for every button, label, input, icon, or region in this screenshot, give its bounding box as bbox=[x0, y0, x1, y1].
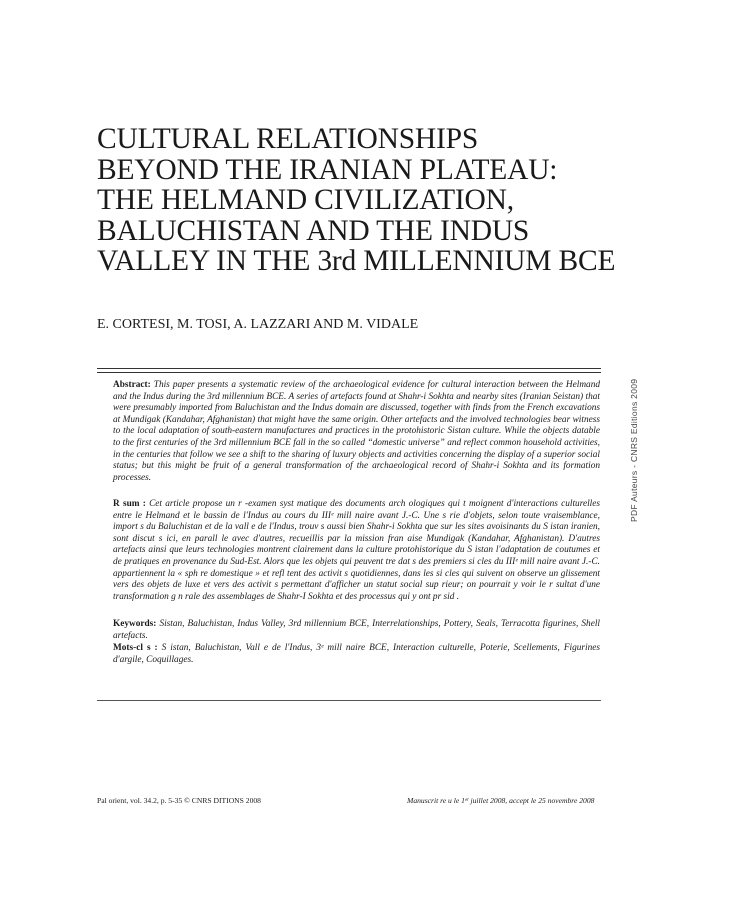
keywords-label: Keywords: bbox=[113, 619, 157, 629]
abstract-english bbox=[113, 380, 600, 484]
mots-cles-label: Mots-cl s : bbox=[113, 643, 158, 653]
article-title bbox=[97, 124, 657, 277]
manuscript-dates: Manuscrit re u le 1ᵉʳ juillet 2008, accept le 25 novembre 2008 bbox=[407, 796, 595, 805]
author-list: E. CORTESI, M. TOSI, A. LAZZARI AND M. VIDALE bbox=[97, 317, 419, 332]
bottom-divider bbox=[97, 700, 601, 701]
keywords-text: Sistan, Baluchistan, Indus Valley, 3rd millennium BCE, Interrelationships, Pottery, Seals, Terracotta figurines, Shell artefacts. bbox=[113, 619, 600, 641]
top-divider bbox=[97, 368, 601, 369]
title-line: VALLEY IN THE 3rd MILLENNIUM BCE bbox=[97, 245, 616, 277]
title-line: BALUCHISTAN AND THE INDUS bbox=[97, 214, 530, 247]
resume-label: R sum : bbox=[113, 499, 146, 509]
title-line: CULTURAL RELATIONSHIPS bbox=[97, 123, 479, 155]
abstract-french bbox=[113, 499, 600, 603]
title-line: THE HELMAND CIVILIZATION, bbox=[97, 184, 514, 216]
abstract-text: This paper presents a systematic review of the archaeological evidence for cultural interaction between the Helmand and the Indus during the 3rd millennium BCE. A series of artefacts found at Shahr-i Sokhta and nearby sites (Iranian Seistan) that were presumably imported from Baluchistan and the Indus domain are discussed, together with finds from the French excavations at Mundigak (Kandahar, Afghanistan) that might have the same origin. Other artefacts and the involved technologies bear witness to the local adaptation of south-eastern manufactures and practices in the protohistoric Sistan culture. While the objects datable to the first centuries of the 3rd millennium BCE fall in the so called “domestic universe” and reflect common household activities, in the centuries that follow we see a shift to the sharing of luxury objects and activities concerning the display of a superior social status; but this might be fruit of a general transformation of the archaeological record of Shahr-i Sokhta and its formation processes. bbox=[113, 380, 600, 483]
side-watermark: PDF Auteurs - CNRS Editions 2009 bbox=[629, 378, 639, 522]
top-divider bbox=[97, 372, 601, 373]
keywords bbox=[113, 619, 600, 642]
journal-citation: Pal orient, vol. 34.2, p. 5-35 © CNRS DITIONS 2008 bbox=[97, 796, 261, 805]
resume-text: Cet article propose un r -examen syst matique des documents arch ologiques qui t moignent d'interactions culturelles entre le Helmand et le bassin de l'Indus au cours du IIIᵉ mill naire avant J.-C. Une s rie d'objets, selon toute vraisemblance, import s du Baluchistan et de la vall e de l'Indus, trouv s aussi bien Shahr-i Sokhta que sur les sites avoisinants du S istan iranien, sont discut s ici, en parall le avec d'autres, recueillis par la mission fran aise Mundigak (Kandahar, Afghanistan). D'autres artefacts ainsi que leurs technologies montrent clairement dans la culture protohistorique du S istan l'adaptation de coutumes et de pratiques en provenance du Sud-Est. Alors que les objets qui peuvent tre dat s des premiers si cles du IIIᵉ mill naire avant J.-C. appartiennent la « sph re domestique » et refl tent des activit s quotidiennes, dans les si cles qui suivent on observe un glissement vers des objets de luxe et vers des activit s permettant d'afficher un statut social sup rieur; on pourrait y voir le r sultat d'une transformation g n rale des assemblages de Shahr-I Sokhta et des processus qui y ont pr sid . bbox=[113, 499, 601, 602]
mots-cles-text: S istan, Baluchistan, Vall e de l'Indus, 3ᵉ mill naire BCE, Interaction culturelle, Poterie, Scellements, Figurines d'argile, Coquillages. bbox=[113, 643, 600, 665]
title-line: BEYOND THE IRANIAN PLATEAU: bbox=[97, 153, 558, 186]
abstract-label: Abstract: bbox=[113, 380, 151, 390]
mots-cles bbox=[113, 643, 600, 666]
